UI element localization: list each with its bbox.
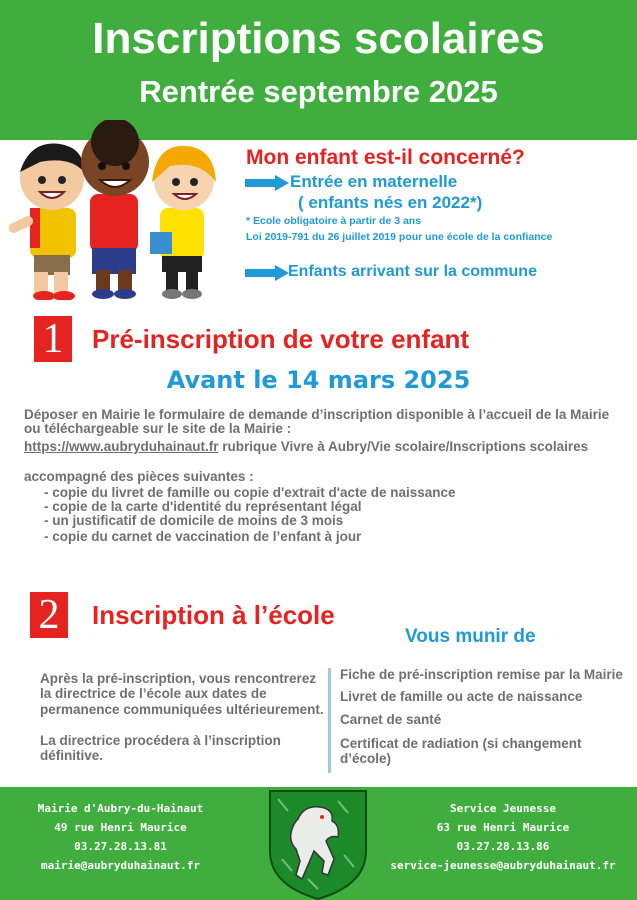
bring-item: Certificat de radiation (si changement — [340, 736, 582, 751]
bring-item: Carnet de santé — [340, 712, 442, 727]
step-1-paragraph-2: ou téléchargeable sur le site de la Mairie : — [24, 421, 292, 436]
document-item: - un justificatif de domicile de moins de 3 mois — [44, 513, 344, 528]
page-title: Inscriptions scolaires — [92, 14, 545, 63]
step-2-number: 2 — [30, 592, 68, 638]
concern-question: Mon enfant est-il concerné? — [246, 146, 525, 169]
concern-line-newcomers: Enfants arrivant sur la commune — [288, 263, 537, 280]
lion-crest-icon — [268, 789, 368, 900]
arrow-right-icon — [245, 175, 289, 191]
step-2-text-line: la directrice de l’école aux dates de — [40, 686, 267, 701]
service-phone: 03.27.28.13.86 — [456, 840, 550, 853]
concern-law-note: Loi 2019-791 du 26 juillet 2019 pour une école de la confiance — [246, 231, 553, 243]
step-1-paragraph: Déposer en Mairie le formulaire de demande d’inscription disponible à l’accueil de la Mairie — [24, 407, 610, 422]
step-2-text-line: La directrice procédera à l’inscription — [40, 733, 281, 748]
mairie-contact — [18, 799, 223, 875]
service-jeunesse-contact — [380, 799, 626, 875]
step-2-text-line: définitive. — [40, 748, 104, 763]
mairie-address: 49 rue Henri Maurice — [54, 821, 187, 834]
step-2-text-line: permanence communiquées ultérieurement. — [40, 702, 324, 717]
step-1-website-line — [24, 440, 588, 454]
concern-line-birth-year: ( enfants nés en 2022*) — [298, 193, 483, 212]
mairie-website-link[interactable]: https://www.aubryduhainaut.fr — [24, 439, 219, 454]
service-address: 63 rue Henri Maurice — [436, 821, 570, 834]
step-1-deadline: Avant le 14 mars 2025 — [166, 366, 471, 394]
step-2-title: Inscription à l’école — [92, 600, 335, 630]
step-1-number: 1 — [34, 316, 72, 362]
bring-item: Fiche de pré-inscription remise par la Mairie — [340, 667, 623, 682]
service-email[interactable]: service-jeunesse@aubryduhainaut.fr — [390, 859, 616, 872]
document-item: - copie du livret de famille ou copie d'extrait d'acte de naissance — [44, 485, 456, 500]
bring-item: Livret de famille ou acte de naissance — [340, 689, 583, 704]
document-item: - copie de la carte d'identité du représentant légal — [44, 499, 362, 514]
step-2-text-line: Après la pré-inscription, vous rencontrerez — [40, 671, 317, 686]
service-name: Service Jeunesse — [450, 802, 556, 815]
page-subtitle: Rentrée septembre 2025 — [139, 74, 498, 109]
mairie-name: Mairie d'Aubry-du-Hainaut — [37, 802, 204, 815]
document-item: - copie du carnet de vaccination de l’enfant à jour — [44, 529, 362, 544]
divider — [328, 668, 331, 773]
bring-item: d’école) — [340, 751, 392, 766]
mairie-phone: 03.27.28.13.81 — [74, 840, 167, 853]
arrow-right-icon — [245, 265, 289, 281]
mairie-email[interactable]: mairie@aubryduhainaut.fr — [41, 859, 200, 872]
website-path-text: rubrique Vivre à Aubry/Vie scolaire/Inscriptions scolaires — [218, 439, 589, 454]
bring-list-title: Vous munir de — [405, 626, 536, 647]
children-illustration — [0, 120, 235, 300]
step-1-title: Pré-inscription de votre enfant — [92, 324, 470, 354]
concern-note: * Ecole obligatoire à partir de 3 ans — [246, 215, 422, 227]
documents-intro: accompagné des pièces suivantes : — [24, 469, 254, 484]
header-banner — [0, 0, 637, 140]
concern-line-maternelle: Entrée en maternelle — [290, 172, 458, 191]
